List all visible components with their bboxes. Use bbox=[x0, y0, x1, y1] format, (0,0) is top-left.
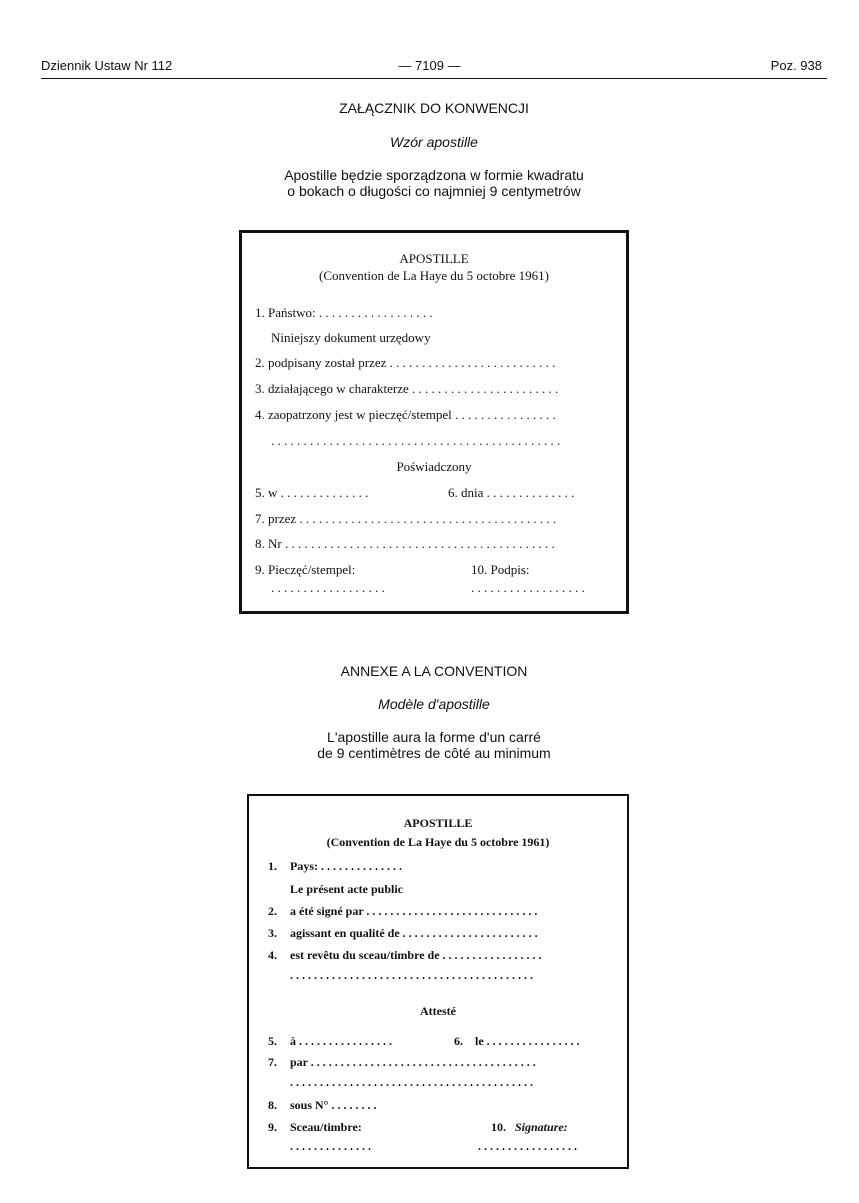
apostille-subtitle: (Convention de La Haye du 5 octobre 1961) bbox=[326, 835, 550, 849]
field-number-label: 5. bbox=[268, 1034, 277, 1048]
field-seal: 4. zaopatrzony jest w pieczęć/stempel . . . . . . . . . . . . . . . . bbox=[255, 407, 556, 422]
field-number-label: 4. bbox=[268, 948, 277, 962]
polish-desc-line2: o bokach o długości co najmniej 9 centymetrów bbox=[287, 183, 581, 199]
field-signature-dots: . . . . . . . . . . . . . . . . . . bbox=[471, 580, 585, 595]
field-number-label: 3. bbox=[268, 926, 277, 940]
field-signed-by: a été signé par . . . . . . . . . . . . . . . . . . . . . . . . . . . . . bbox=[290, 904, 538, 918]
polish-heading: ZAŁĄCZNIK DO KONWENCJI bbox=[339, 100, 529, 116]
field-number-label: 10. bbox=[491, 1120, 506, 1134]
field-seal: est revêtu du sceau/timbre de . . . . . . . . . . . . . . . . . bbox=[290, 948, 542, 962]
attest-label: Poświadczony bbox=[396, 459, 472, 474]
field-number: 8. Nr . . . . . . . . . . . . . . . . . . . . . . . . . . . . . . . . . . . . . . . . . . bbox=[255, 536, 555, 551]
field-seal-dots: . . . . . . . . . . . . . . . . . . . . . . . . . . . . . . . . . . . . . . . . . bbox=[290, 968, 533, 982]
field-by-dots: . . . . . . . . . . . . . . . . . . . . . . . . . . . . . . . . . . . . . . . . . bbox=[290, 1075, 533, 1089]
field-number-label: 1. bbox=[268, 859, 277, 873]
field-signature: Signature: bbox=[515, 1120, 568, 1134]
polish-subheading: Wzór apostille bbox=[390, 134, 478, 150]
apostille-title: APOSTILLE bbox=[403, 816, 473, 830]
field-by: 7. przez . . . . . . . . . . . . . . . . . . . . . . . . . . . . . . . . . . . . . . . . bbox=[255, 511, 557, 526]
field-place: à . . . . . . . . . . . . . . . . bbox=[290, 1034, 392, 1048]
french-subheading: Modèle d'apostille bbox=[378, 696, 490, 712]
polish-apostille-box bbox=[239, 230, 629, 614]
field-capacity: agissant en qualité de . . . . . . . . . . . . . . . . . . . . . . . bbox=[290, 926, 538, 940]
field-number-label: 7. bbox=[268, 1055, 277, 1069]
apostille-title: APOSTILLE bbox=[399, 251, 469, 266]
attest-label: Attesté bbox=[420, 1004, 456, 1018]
field-date: le . . . . . . . . . . . . . . . . bbox=[475, 1034, 580, 1048]
field-place: 5. w . . . . . . . . . . . . . . bbox=[255, 485, 369, 500]
field-stamp-dots: . . . . . . . . . . . . . . . . . . bbox=[271, 580, 385, 595]
field-stamp: 9. Pieczęć/stempel: bbox=[255, 562, 356, 577]
field-country: 1. Państwo: . . . . . . . . . . . . . . . . . . bbox=[255, 305, 433, 320]
field-seal-dots: . . . . . . . . . . . . . . . . . . . . . . . . . . . . . . . . . . . . . . . . . . . . . bbox=[271, 433, 561, 448]
french-apostille-box bbox=[247, 794, 629, 1169]
field-by: par . . . . . . . . . . . . . . . . . . . . . . . . . . . . . . . . . . . . . . bbox=[290, 1055, 536, 1069]
header-rule bbox=[41, 78, 827, 79]
field-signature: 10. Podpis: bbox=[471, 562, 530, 577]
field-country: Pays: . . . . . . . . . . . . . . bbox=[290, 859, 402, 873]
document-intro: Le présent acte public bbox=[290, 882, 403, 896]
position-number: Poz. 938 bbox=[770, 58, 822, 73]
field-signature-dots: . . . . . . . . . . . . . . . . . bbox=[478, 1139, 577, 1153]
french-desc-line2: de 9 centimètres de côté au minimum bbox=[317, 745, 551, 761]
field-signed-by: 2. podpisany został przez . . . . . . . . . . . . . . . . . . . . . . . . . . bbox=[255, 355, 556, 370]
field-date: 6. dnia . . . . . . . . . . . . . . bbox=[448, 485, 575, 500]
field-number-label: 8. bbox=[268, 1098, 277, 1112]
field-number-label: 2. bbox=[268, 904, 277, 918]
apostille-subtitle: (Convention de La Haye du 5 octobre 1961) bbox=[319, 268, 549, 283]
page-number: — 7109 — bbox=[398, 58, 461, 73]
french-heading: ANNEXE A LA CONVENTION bbox=[340, 663, 528, 679]
document-intro: Niniejszy dokument urzędowy bbox=[271, 330, 431, 345]
field-number-label: 9. bbox=[268, 1120, 277, 1134]
polish-desc-line1: Apostille będzie sporządzona w formie kwadratu bbox=[284, 167, 584, 183]
field-number: sous N° . . . . . . . . bbox=[290, 1098, 377, 1112]
journal-title: Dziennik Ustaw Nr 112 bbox=[41, 58, 173, 73]
field-stamp-dots: . . . . . . . . . . . . . . bbox=[290, 1139, 371, 1153]
field-stamp: Sceau/timbre: bbox=[290, 1120, 362, 1134]
french-desc-line1: L'apostille aura la forme d'un carré bbox=[327, 729, 541, 745]
field-number-label: 6. bbox=[454, 1034, 463, 1048]
field-capacity: 3. działającego w charakterze . . . . . . . . . . . . . . . . . . . . . . . bbox=[255, 381, 559, 396]
